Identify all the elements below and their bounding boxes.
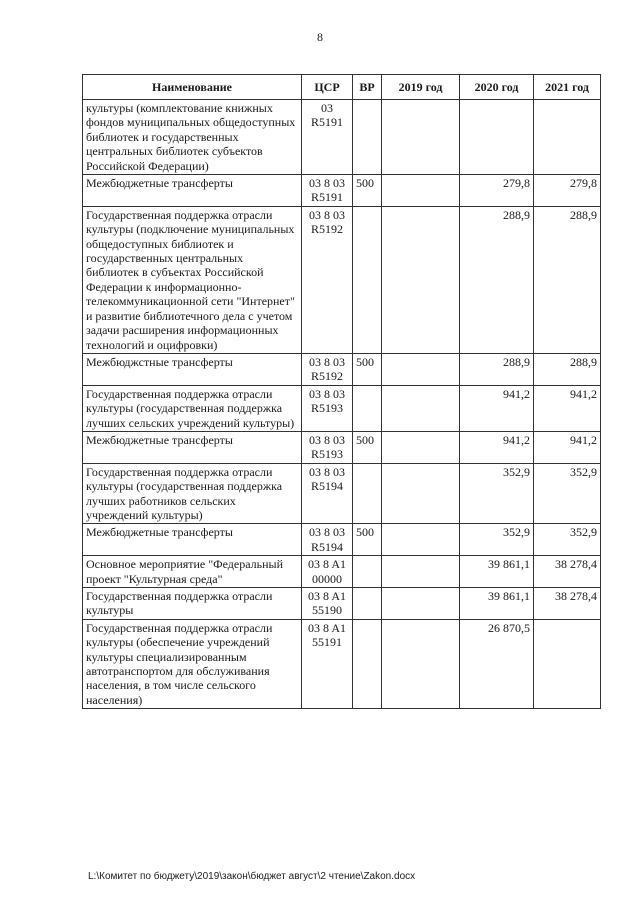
table-row [83, 619, 601, 708]
cell-vr [353, 206, 382, 353]
cell-csr: 03 8 03 R5194 [302, 524, 353, 556]
cell-2020: 39 861,1 [460, 588, 534, 620]
cell-2019 [382, 431, 460, 463]
cell-vr [353, 463, 382, 524]
table-row [83, 524, 601, 556]
cell-2019 [382, 556, 460, 588]
table-row [83, 431, 601, 463]
table-row [83, 353, 601, 385]
table-row [83, 100, 601, 175]
cell-name: Межбюджетные трансферты [83, 431, 302, 463]
cell-csr: 03 8 A1 00000 [302, 556, 353, 588]
cell-2019 [382, 353, 460, 385]
cell-vr: 500 [353, 524, 382, 556]
table-row [83, 175, 601, 207]
cell-2019 [382, 524, 460, 556]
cell-2020 [460, 100, 534, 175]
cell-2020: 941,2 [460, 431, 534, 463]
cell-name: Государственная поддержка отрасли культуры (подключение муниципальных общедоступных библиотек и государственных центральных библиотек в субъектах Российской Федерации к информационно-телекоммуникационной сети "Интернет" и развитие библиотечного дела с учетом задачи расширения информационных технологий и оцифровки) [83, 206, 302, 353]
cell-2019 [382, 206, 460, 353]
cell-2020: 941,2 [460, 385, 534, 431]
cell-2021: 941,2 [534, 385, 601, 431]
cell-2020: 288,9 [460, 353, 534, 385]
cell-2020: 288,9 [460, 206, 534, 353]
cell-2019 [382, 385, 460, 431]
cell-2021: 38 278,4 [534, 588, 601, 620]
column-header-csr: ЦСР [302, 75, 353, 100]
column-header-2020: 2020 год [460, 75, 534, 100]
cell-name: Межбюджетные трансферты [83, 524, 302, 556]
cell-name: Основное мероприятие "Федеральный проект "Культурная среда" [83, 556, 302, 588]
cell-vr [353, 385, 382, 431]
cell-name: культуры (комплектование книжных фондов муниципальных общедоступных библиотек и государственных центральных библиотек субъектов Российской Федерации) [83, 100, 302, 175]
table-row [83, 588, 601, 620]
cell-name: Межбюджетные трансферты [83, 175, 302, 207]
table-header-row [83, 75, 601, 100]
column-header-name: Наименование [83, 75, 302, 100]
cell-2020: 26 870,5 [460, 619, 534, 708]
cell-vr [353, 588, 382, 620]
cell-2020: 352,9 [460, 524, 534, 556]
cell-name: Государственная поддержка отрасли культуры (государственная поддержка лучших сельских учреждений культуры) [83, 385, 302, 431]
cell-2021: 352,9 [534, 463, 601, 524]
column-header-vr: ВР [353, 75, 382, 100]
cell-2021: 279,8 [534, 175, 601, 207]
column-header-2021: 2021 год [534, 75, 601, 100]
cell-2019 [382, 588, 460, 620]
cell-2019 [382, 619, 460, 708]
cell-vr: 500 [353, 353, 382, 385]
cell-2021: 941,2 [534, 431, 601, 463]
cell-csr: 03 8 A1 55190 [302, 588, 353, 620]
cell-vr [353, 556, 382, 588]
table-row [83, 206, 601, 353]
cell-name: Межбюджстные трансферты [83, 353, 302, 385]
column-header-2019: 2019 год [382, 75, 460, 100]
cell-csr: 03 8 03 R5193 [302, 431, 353, 463]
budget-table [82, 74, 601, 709]
cell-2020: 279,8 [460, 175, 534, 207]
table-row [83, 463, 601, 524]
cell-2021: 38 278,4 [534, 556, 601, 588]
cell-csr: 03 R5191 [302, 100, 353, 175]
cell-csr: 03 8 03 R5191 [302, 175, 353, 207]
cell-name: Государственная поддержка отрасли культуры (государственная поддержка лучших работников сельских учреждений культуры) [83, 463, 302, 524]
cell-name: Государственная поддержка отрасли культуры (обеспечение учреждений культуры специализированным автотранспортом для обслуживания населения, в том числе сельского населения) [83, 619, 302, 708]
cell-vr [353, 619, 382, 708]
cell-csr: 03 8 03 R5194 [302, 463, 353, 524]
cell-2021: 352,9 [534, 524, 601, 556]
cell-name: Государственная поддержка отрасли культуры [83, 588, 302, 620]
table-body [83, 100, 601, 709]
cell-csr: 03 8 03 R5192 [302, 206, 353, 353]
table-row [83, 556, 601, 588]
footer-file-path: L:\Комитет по бюджету\2019\закон\бюджет август\2 чтение\Zakon.docx [88, 871, 416, 882]
cell-csr: 03 8 03 R5192 [302, 353, 353, 385]
cell-2020: 352,9 [460, 463, 534, 524]
cell-vr: 500 [353, 431, 382, 463]
cell-2021: 288,9 [534, 353, 601, 385]
cell-vr [353, 100, 382, 175]
cell-2020: 39 861,1 [460, 556, 534, 588]
table-row [83, 385, 601, 431]
page-number: 8 [317, 30, 323, 44]
cell-2019 [382, 463, 460, 524]
cell-2021 [534, 619, 601, 708]
cell-2019 [382, 175, 460, 207]
cell-2021: 288,9 [534, 206, 601, 353]
cell-csr: 03 8 A1 55191 [302, 619, 353, 708]
cell-2019 [382, 100, 460, 175]
cell-2021 [534, 100, 601, 175]
cell-csr: 03 8 03 R5193 [302, 385, 353, 431]
cell-vr: 500 [353, 175, 382, 207]
